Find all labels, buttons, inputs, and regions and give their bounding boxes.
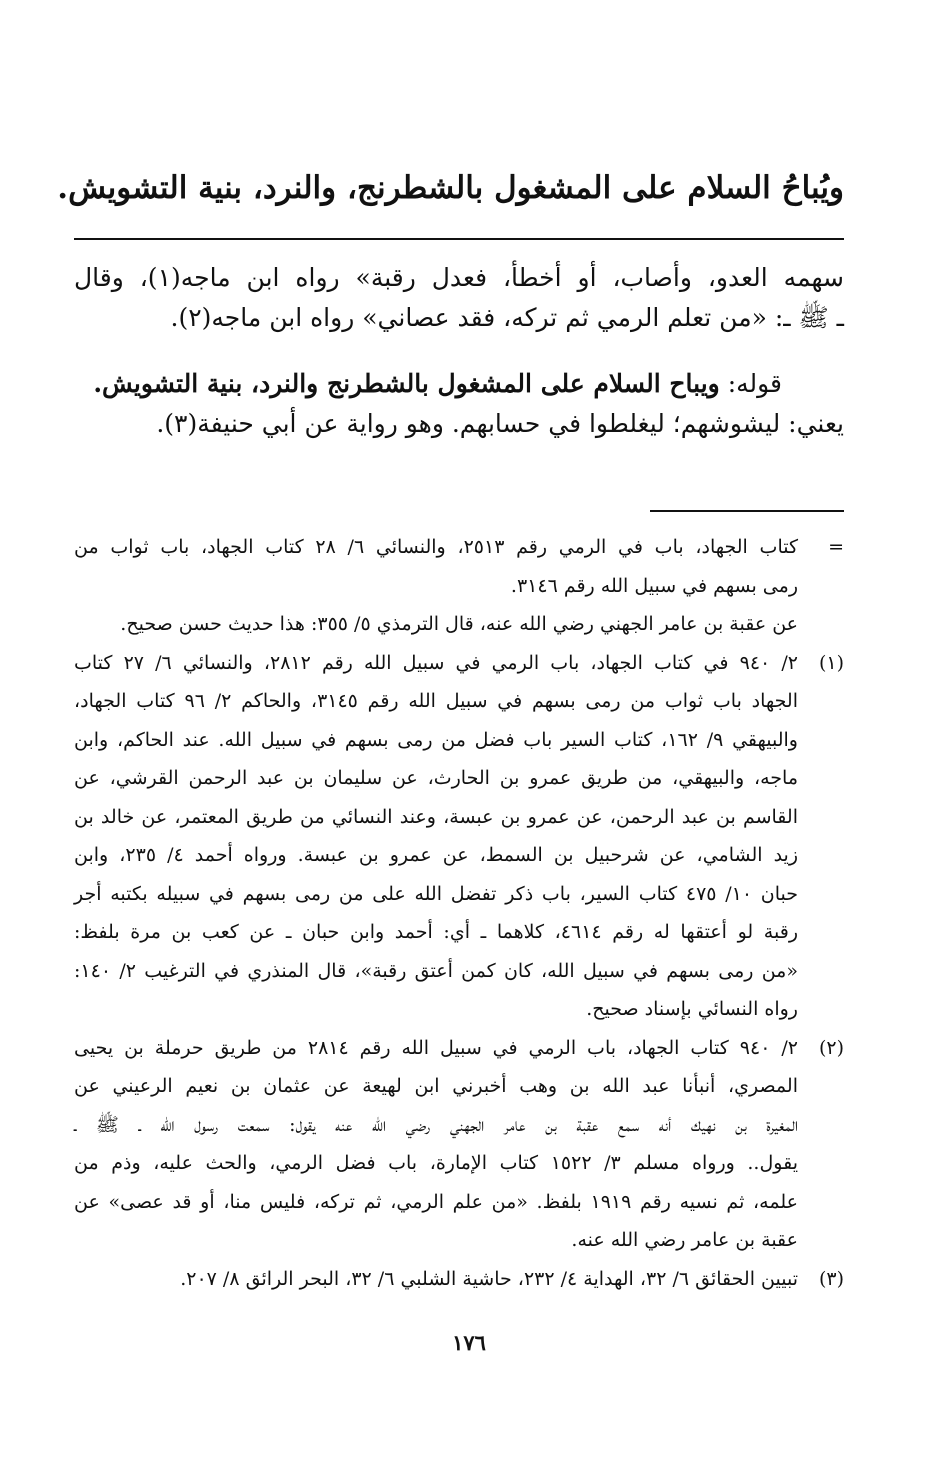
footnote-number: (١) <box>818 651 844 674</box>
footnote-line: علمه، ثم نسيه رقم ١٩١٩ بلفظ. «من علم الرمي، ثم تركه، فليس منا، أو قد عصى» عن <box>74 1190 798 1213</box>
footnote-line: عن عقبة بن عامر الجهني رضي الله عنه، قال الترمذي ٥/ ٣٥٥: هذا حديث حسن صحيح. <box>120 613 798 635</box>
footnote-line: يقول.. ورواه مسلم ٣/ ١٥٢٢ كتاب الإمارة، باب فضل الرمي، والحث عليه، وذم من <box>74 1152 798 1174</box>
footnote-line: ٢/ ٩٤٠ كتاب الجهاد، باب الرمي في سبيل الله رقم ٢٨١٤ من طريق حرملة بن يحيى <box>74 1036 798 1059</box>
footnote-line: المغيرة بن نهيك أنه سمع عقبة بن عامر الجهني رضي الله عنه يقول: سمعت رسول الله ـ ﷺ ـ <box>74 1113 798 1136</box>
footnote-line: ٢/ ٩٤٠ في كتاب الجهاد، باب الرمي في سبيل الله رقم ٢٨١٢، والنسائي ٦/ ٢٧ كتاب <box>74 651 798 674</box>
footnote-line: «من رمى بسهم في سبيل الله، كان كمن أعتق رقبة»، قال المنذري في الترغيب ٢/ ١٤٠: <box>74 959 798 982</box>
footnote-number: (٢) <box>818 1036 844 1059</box>
footnote-continued <box>74 528 844 644</box>
footnote-1 <box>74 644 844 1029</box>
footnote-marker: = <box>828 536 844 558</box>
footnote-line: كتاب الجهاد، باب في الرمي رقم ٢٥١٣، والنسائي ٦/ ٢٨ كتاب الجهاد، باب ثواب من <box>74 536 799 558</box>
footnotes-section <box>74 528 844 1298</box>
footnote-number: (٣) <box>818 1267 844 1290</box>
main-paragraph-2-line-2: يعني: ليشوشهم؛ ليغلطوا في حسابهم. وهو رواية عن أبي حنيفة(٣). <box>156 409 844 438</box>
footnote-line: تبيين الحقائق ٦/ ٣٢، الهداية ٤/ ٢٣٢، حاشية الشلبي ٦/ ٣٢، البحر الرائق ٨/ ٢٠٧. <box>180 1267 798 1290</box>
main-paragraph-2-line-1 <box>74 364 844 404</box>
quoted-matn-text: ويباح السلام على المشغول بالشطرنج والنرد، بنية التشويش. <box>93 369 720 398</box>
footnote-line: القاسم بن عبد الرحمن، عن عمرو بن عبسة، وعند النسائي من طريق المعتمر، عن خالد بن <box>74 805 798 828</box>
footnote-divider <box>650 510 844 512</box>
footnote-line: رواه النسائي بإسناد صحيح. <box>586 998 798 1020</box>
footnote-line: عقبة بن عامر رضي الله عنه. <box>571 1229 798 1251</box>
page-number: ١٧٦ <box>452 1330 486 1355</box>
footnote-line: رمى بسهم في سبيل الله رقم ٣١٤٦. <box>510 574 798 597</box>
main-paragraph-1-line-2: ـ ﷺ ـ: «من تعلم الرمي ثم تركه، فقد عصاني» رواه ابن ماجه(٢). <box>170 303 844 332</box>
footnote-line: والبيهقي ٩/ ١٦٢، كتاب السير باب فضل من رمى بسهم في سبيل الله. عند الحاكم، وابن <box>74 728 798 751</box>
footnote-line: المصري، أنبأنا عبد الله بن وهب أخبرني ابن لهيعة عن عثمان بن نعيم الرعيني عن <box>74 1075 798 1097</box>
footnote-line: ماجه، والبيهقي، من طريق عمرو بن الحارث، عن سليمان بن عبد الرحمن القرشي، عن <box>74 767 798 789</box>
footnote-line: حبان ١٠/ ٤٧٥ كتاب السير، باب ذكر تفضل الله على من رمى بسهم في سبيله بكتبه أجر <box>74 882 798 905</box>
page-header-title: ويُباحُ السلام على المشغول بالشطرنج، والنرد، بنية التشويش. <box>57 170 844 206</box>
footnote-2 <box>74 1029 844 1260</box>
footnote-line: الجهاد باب ثواب من رمى بسهم في سبيل الله رقم ٣١٤٥، والحاكم ٢/ ٩٦ كتاب الجهاد، <box>74 690 798 712</box>
header-divider <box>74 238 844 240</box>
main-text-body <box>74 258 844 444</box>
quote-lead: قوله: <box>727 369 782 398</box>
main-paragraph-1-line-1: سهمه العدو، وأصاب، أو أخطأ، فعدل رقبة» رواه ابن ماجه(١)، وقال <box>74 263 844 292</box>
footnote-line: رقبة لو أعتقها له رقم ٤٦١٤، كلاهما ـ أي: أحمد وابن حبان ـ عن كعب بن مرة بلفظ: <box>74 921 798 943</box>
footnote-line: زيد الشامي، عن شرحبيل بن السمط، عن عمرو بن عبسة. ورواه أحمد ٤/ ٢٣٥، وابن <box>74 844 799 866</box>
footnote-3 <box>74 1260 844 1299</box>
